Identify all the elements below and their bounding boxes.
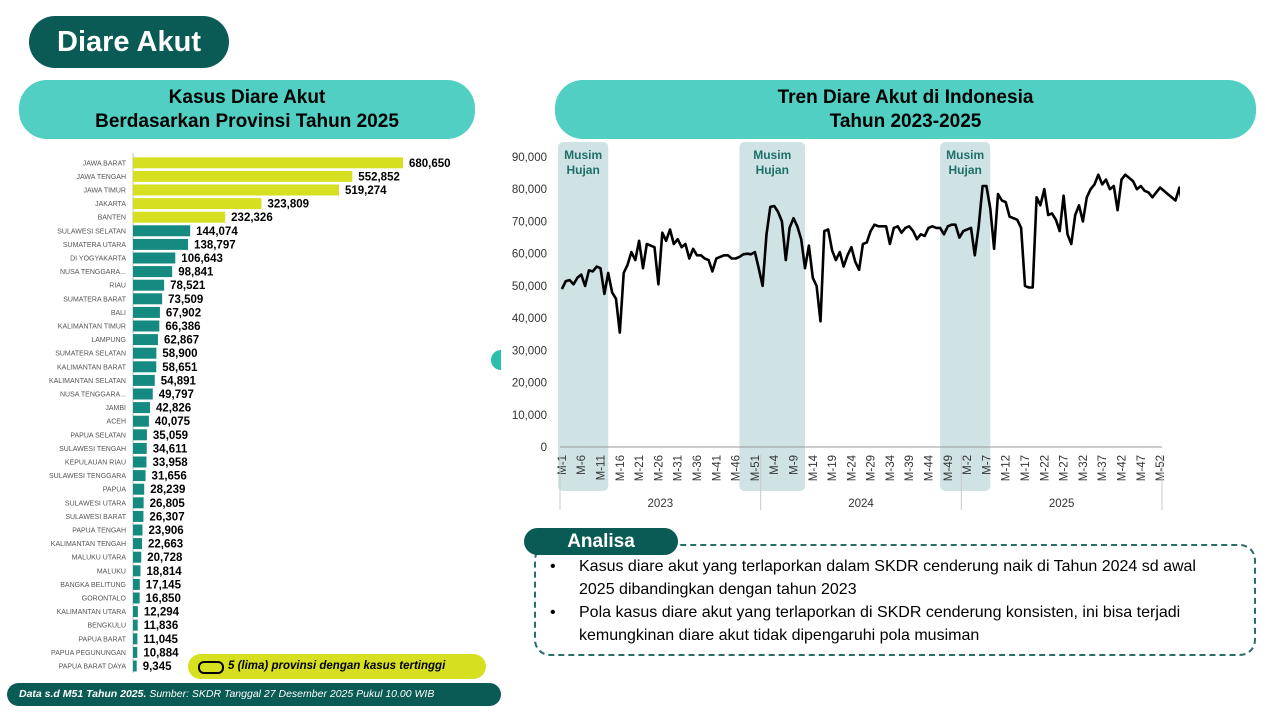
x-tick-label: M-17 (1020, 455, 1033, 482)
province-value-label: 54,891 (160, 375, 196, 388)
province-label: RIAU (109, 282, 126, 290)
analysis-point-text: Pola kasus diare akut yang terlaporkan di SKDR cenderung konsisten, ini bisa terjadi kemungkinan diare akut tidak dipengaruhi pola musiman (579, 604, 1181, 644)
footer-source-text: Sumber: SKDR Tanggal 27 Desember 2025 Pukul 10.00 WIB (146, 688, 435, 700)
y-tick-label: 0 (540, 442, 547, 454)
province-bar (133, 280, 164, 291)
year-label: 2024 (848, 498, 874, 510)
province-value-label: 11,045 (143, 633, 178, 646)
y-tick-label: 90,000 (511, 152, 547, 164)
province-label: SULAWESI BARAT (65, 513, 126, 521)
province-value-label: 26,307 (149, 511, 185, 524)
rainy-season-label: Musim (946, 148, 985, 162)
province-bar (133, 266, 172, 277)
y-tick-label: 30,000 (511, 345, 547, 358)
province-label: PAPUA BARAT DAYA (58, 663, 126, 671)
province-value-label: 40,075 (154, 416, 191, 429)
province-bar (133, 565, 140, 576)
rainy-season-band (558, 142, 608, 491)
x-tick-label: M-52 (1155, 455, 1168, 482)
province-value-label: 66,386 (165, 321, 201, 333)
province-bar (133, 620, 138, 631)
y-tick-label: 10,000 (511, 409, 547, 422)
page-title: Diare Akut (29, 16, 229, 68)
x-tick-label: M-12 (1000, 455, 1013, 482)
x-tick-label: M-9 (788, 455, 801, 475)
province-value-label: 31,656 (151, 470, 187, 483)
province-value-label: 33,958 (152, 457, 188, 469)
x-tick-label: M-1 (556, 455, 569, 475)
province-label: SULAWESI TENGAH (59, 445, 126, 453)
bar-chart-header (19, 80, 475, 139)
province-value-label: 12,294 (143, 606, 180, 619)
province-bar (133, 606, 138, 617)
y-tick-label: 60,000 (511, 248, 547, 261)
x-tick-label: M-41 (711, 455, 724, 482)
province-bar (133, 593, 140, 604)
trend-chart-title-line2: Tahun 2023-2025 (829, 111, 982, 132)
province-value-label: 18,814 (146, 565, 182, 578)
x-tick-label: M-29 (865, 455, 878, 482)
province-bar (133, 334, 158, 345)
province-label: GORONTALO (81, 595, 126, 603)
province-value-label: 10,884 (143, 647, 179, 660)
y-tick-label: 70,000 (511, 216, 547, 229)
highlight-outline-icon (198, 661, 224, 674)
province-bar (133, 375, 155, 386)
province-bar (133, 239, 188, 250)
province-value-label: 22,663 (147, 538, 184, 551)
x-tick-label: M-51 (749, 455, 762, 482)
trend-line-chart (500, 140, 1180, 520)
x-tick-label: M-14 (807, 455, 820, 482)
province-value-label: 323,809 (267, 198, 310, 211)
province-label: BANTEN (97, 214, 126, 222)
analysis-list (548, 555, 1228, 647)
province-bar (133, 225, 190, 236)
province-value-label: 98,841 (178, 266, 214, 279)
trend-chart-header (555, 80, 1256, 139)
province-label: PAPUA PEGUNUNGAN (51, 649, 126, 657)
province-value-label: 67,902 (165, 307, 202, 320)
x-tick-label: M-22 (1039, 455, 1052, 482)
province-bar (133, 525, 142, 536)
province-label: PAPUA TENGAH (72, 527, 126, 535)
rainy-season-band (739, 142, 805, 491)
province-bar (133, 497, 144, 508)
x-tick-label: M-31 (672, 455, 685, 482)
province-label: KEPULAUAN RIAU (64, 459, 126, 467)
x-tick-label: M-24 (846, 455, 859, 482)
province-label: PAPUA SELATAN (70, 432, 126, 440)
y-tick-label: 50,000 (511, 280, 547, 293)
province-bar (133, 633, 137, 644)
rainy-season-label: Hujan (566, 163, 600, 177)
province-value-label: 35,059 (152, 429, 189, 442)
province-label: SUMATERA UTARA (62, 241, 126, 249)
province-label: KALIMANTAN TIMUR (57, 323, 126, 331)
x-tick-label: M-21 (634, 455, 647, 482)
x-tick-label: M-6 (576, 455, 589, 475)
x-tick-label: M-4 (769, 455, 782, 475)
province-label: ACEH (106, 418, 126, 426)
province-value-label: 42,826 (155, 402, 192, 415)
province-bar (133, 389, 153, 400)
province-bar (133, 171, 352, 182)
province-bar (133, 212, 225, 223)
province-label: PAPUA BARAT (78, 636, 126, 644)
x-tick-label: M-47 (1135, 455, 1148, 482)
province-value-label: 62,867 (163, 334, 200, 347)
province-bar (133, 348, 156, 359)
province-label: BANGKA BELITUNG (60, 581, 126, 589)
province-value-label: 34,611 (152, 443, 188, 456)
province-label: KALIMANTAN TENGAH (50, 541, 126, 549)
province-bar (133, 157, 403, 168)
x-tick-label: M-27 (1058, 455, 1071, 482)
province-value-label: 106,643 (181, 253, 223, 265)
province-label: SULAWESI UTARA (64, 500, 126, 508)
province-bar-chart (0, 148, 500, 678)
province-value-label: 26,805 (149, 497, 185, 510)
province-bar (133, 579, 140, 590)
top5-legend (188, 654, 486, 679)
province-label: KALIMANTAN BARAT (57, 364, 126, 372)
province-label: MALUKU (96, 568, 126, 576)
province-bar (133, 198, 261, 209)
province-value-label: 78,521 (170, 280, 206, 293)
province-bar (133, 253, 175, 264)
province-label: NUSA TENGGARA... (60, 391, 126, 399)
province-label: KALIMANTAN SELATAN (48, 377, 126, 385)
analysis-point-text: Kasus diare akut yang terlaporkan dalam SKDR cenderung naik di Tahun 2024 sd awal 2025 dibandingkan dengan tahun 2023 (579, 558, 1196, 598)
province-label: SUMATERA BARAT (63, 296, 126, 304)
x-tick-label: M-36 (691, 455, 704, 482)
province-value-label: 28,239 (150, 484, 186, 497)
province-bar (133, 185, 339, 196)
rainy-season-label: Musim (564, 148, 603, 162)
y-tick-label: 80,000 (511, 184, 547, 197)
province-label: LAMPUNG (91, 337, 126, 345)
province-label: SUMATERA SELATAN (55, 350, 126, 358)
province-label: BALI (110, 309, 126, 317)
x-tick-label: M-11 (595, 455, 608, 481)
province-value-label: 17,145 (145, 579, 181, 592)
x-tick-label: M-2 (962, 455, 975, 475)
province-value-label: 20,728 (147, 552, 183, 565)
rainy-season-label: Musim (753, 148, 792, 162)
province-bar (133, 402, 150, 413)
province-value-label: 552,852 (358, 171, 400, 184)
year-label: 2023 (647, 498, 674, 510)
province-label: JAWA TENGAH (76, 173, 126, 181)
province-bar (133, 484, 144, 495)
x-tick-label: M-16 (614, 455, 627, 482)
province-label: BENGKULU (87, 622, 126, 630)
province-value-label: 519,274 (344, 185, 387, 197)
x-tick-label: M-46 (730, 455, 743, 482)
province-bar (133, 511, 143, 522)
analysis-point (548, 601, 1228, 647)
x-tick-label: M-49 (942, 455, 955, 482)
province-value-label: 49,797 (158, 389, 194, 401)
bar-chart-title-line2: Berdasarkan Provinsi Tahun 2025 (95, 111, 399, 132)
analysis-point (548, 555, 1228, 601)
x-tick-label: M-44 (923, 455, 936, 482)
province-value-label: 9,345 (142, 661, 172, 673)
province-bar (133, 552, 141, 563)
province-label: MALUKU UTARA (71, 554, 126, 562)
x-tick-label: M-26 (653, 455, 666, 482)
x-tick-label: M-34 (884, 455, 897, 482)
province-label: SULAWESI SELATAN (57, 228, 126, 236)
province-label: DI YOGYAKARTA (70, 255, 126, 263)
province-value-label: 144,074 (196, 225, 238, 238)
province-bar (133, 443, 147, 454)
trend-chart-title-line1: Tren Diare Akut di Indonesia (777, 87, 1034, 108)
province-value-label: 232,326 (231, 212, 273, 225)
y-tick-label: 20,000 (511, 377, 547, 390)
province-label: JAWA BARAT (82, 160, 126, 168)
province-bar (133, 661, 137, 672)
province-bar (133, 293, 162, 304)
province-value-label: 11,836 (143, 620, 179, 633)
province-value-label: 138,797 (194, 239, 236, 252)
x-tick-label: M-19 (827, 455, 840, 482)
x-tick-label: M-7 (981, 455, 994, 475)
analysis-tag: Analisa (524, 528, 678, 555)
province-value-label: 73,509 (168, 293, 204, 306)
province-label: KALIMANTAN UTARA (56, 609, 126, 617)
province-bar (133, 429, 147, 440)
y-tick-label: 40,000 (511, 313, 547, 326)
province-value-label: 23,906 (148, 525, 184, 537)
province-label: SULAWESI TENGGARA (48, 473, 126, 481)
rainy-season-label: Hujan (948, 163, 982, 177)
province-bar (133, 538, 142, 549)
province-label: NUSA TENGGARA... (60, 269, 126, 277)
province-bar (133, 647, 137, 658)
year-label: 2025 (1048, 498, 1075, 510)
bullet-icon: • (550, 558, 556, 575)
province-label: JAWA TIMUR (83, 187, 126, 195)
legend-text: 5 (lima) provinsi dengan kasus tertinggi (228, 660, 446, 672)
bullet-icon: • (550, 604, 556, 621)
province-bar (133, 361, 156, 372)
province-value-label: 16,850 (145, 593, 181, 605)
province-value-label: 58,651 (162, 361, 198, 374)
province-bar (133, 470, 146, 481)
province-bar (133, 457, 146, 468)
rainy-season-label: Hujan (755, 163, 789, 177)
province-value-label: 680,650 (409, 157, 451, 170)
province-label: JAKARTA (95, 201, 126, 209)
province-bar (133, 321, 159, 332)
province-bar (133, 416, 149, 427)
x-tick-label: M-32 (1077, 455, 1090, 482)
province-label: JAMBI (105, 405, 126, 413)
province-label: PAPUA (102, 486, 126, 494)
x-tick-label: M-39 (904, 455, 917, 482)
province-value-label: 58,900 (162, 348, 198, 361)
x-tick-label: M-42 (1116, 455, 1129, 482)
province-bar (133, 307, 160, 318)
x-tick-label: M-37 (1097, 455, 1110, 482)
trend-line-series (562, 175, 1180, 333)
footer-source (7, 683, 501, 706)
bar-chart-title-line1: Kasus Diare Akut (168, 87, 326, 108)
footer-data-note: Data s.d M51 Tahun 2025. (19, 688, 147, 700)
